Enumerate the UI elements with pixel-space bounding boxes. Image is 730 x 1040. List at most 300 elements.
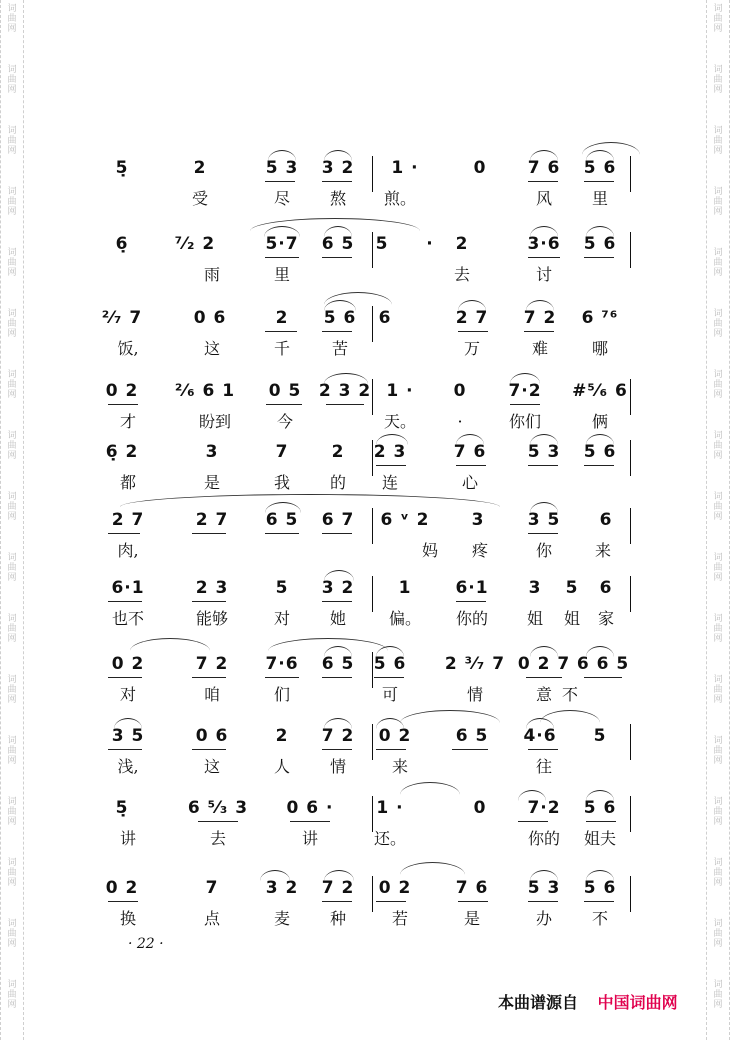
note-group: 1 ·: [376, 798, 404, 818]
beam-underline: [524, 331, 554, 332]
note-group: 7: [275, 442, 289, 462]
lyric-row: [100, 608, 645, 632]
slur-arc: [530, 226, 558, 237]
beam-underline: [192, 677, 226, 678]
note-group: 1 ·: [386, 381, 414, 401]
lyric-word: 姐夫: [583, 829, 617, 848]
watermark-text: 词曲网: [713, 248, 723, 278]
note-group: 0 2: [111, 654, 145, 674]
note-group: 7 2: [321, 878, 355, 898]
slur-arc: [526, 300, 554, 311]
watermark-text: 词曲网: [713, 126, 723, 156]
lyric-word: 这: [203, 757, 221, 776]
lyric-word: 不: [561, 685, 579, 704]
watermark-text: 词曲网: [713, 919, 723, 949]
lyric-word: 若: [391, 909, 409, 928]
lyric-word: 偏。: [388, 609, 422, 628]
note-group: 0 6: [195, 726, 229, 746]
lyric-word: 人: [273, 757, 291, 776]
lyric-word: 受: [191, 189, 209, 208]
beam-underline: [108, 677, 142, 678]
barline: [630, 232, 631, 268]
lyric-row: [100, 264, 645, 288]
lyric-word: 难: [531, 339, 549, 358]
beam-underline: [290, 821, 330, 822]
slur-arc: [530, 502, 558, 513]
note-group: 6 6 5: [576, 654, 630, 674]
note-group: 2: [193, 158, 207, 178]
beam-underline: [584, 181, 614, 182]
lyric-word: 才: [119, 412, 137, 431]
lyric-row: [100, 684, 645, 708]
beam-underline: [452, 749, 488, 750]
note-group: 0 2 7: [517, 654, 571, 674]
lyric-row: [100, 188, 645, 212]
note-group: 5: [565, 578, 579, 598]
note-group: 6: [599, 578, 613, 598]
source-footer: [498, 990, 678, 1013]
beam-underline: [510, 404, 540, 405]
note-group: 2: [275, 308, 289, 328]
note-group: 7 6: [455, 878, 489, 898]
watermark-text: 词曲网: [713, 431, 723, 461]
note-group: 6 5: [321, 234, 355, 254]
barline: [630, 724, 631, 760]
note-group: 0 5: [268, 381, 302, 401]
beam-underline: [528, 465, 558, 466]
lyric-word: ·: [457, 412, 463, 431]
note-group: 3: [205, 442, 219, 462]
lyric-word: 肉,: [117, 541, 139, 560]
lyric-word: 心: [461, 473, 479, 492]
slur-arc: [586, 226, 614, 237]
note-group: 5 3: [527, 442, 561, 462]
beam-underline: [456, 601, 486, 602]
lyric-word: 你们: [508, 412, 542, 431]
watermark-text: 词曲网: [713, 4, 723, 34]
barline: [372, 576, 373, 612]
note-row: [100, 796, 645, 826]
slur-arc: [324, 718, 352, 729]
beam-underline: [322, 331, 352, 332]
beam-underline: [374, 677, 404, 678]
watermark-text: 词曲网: [713, 65, 723, 95]
note-group: 2: [275, 726, 289, 746]
lyric-word: 讲: [119, 829, 137, 848]
lyric-word: 家: [597, 609, 615, 628]
note-group: 2 7: [195, 510, 229, 530]
note-group: 2 7: [455, 308, 489, 328]
slur-arc: [458, 300, 486, 311]
beam-underline: [265, 181, 295, 182]
lyric-word: 对: [119, 685, 137, 704]
note-group: 2 3: [373, 442, 407, 462]
beam-underline: [322, 257, 352, 258]
beam-underline: [376, 749, 406, 750]
beam-underline: [376, 901, 406, 902]
note-group: 6 7: [321, 510, 355, 530]
watermark-text: 词曲网: [713, 675, 723, 705]
score-system: [100, 504, 645, 579]
lyric-word: 她: [329, 609, 347, 628]
beam-underline: [518, 821, 548, 822]
note-group: 5 6: [583, 878, 617, 898]
barline: [630, 156, 631, 192]
lyric-word: 意: [535, 685, 553, 704]
beam-underline: [265, 677, 299, 678]
barline: [630, 440, 631, 476]
watermark-text: 词曲网: [7, 797, 17, 827]
lyric-word: 对: [273, 609, 291, 628]
beam-underline: [584, 901, 614, 902]
beam-underline: [108, 749, 142, 750]
watermark-text: 词曲网: [7, 858, 17, 888]
note-row: [100, 156, 645, 186]
lyric-word: 你的: [527, 829, 561, 848]
lyric-row: [100, 411, 645, 435]
slur-arc: [376, 718, 404, 729]
slur-arc: [114, 718, 142, 729]
beam-underline: [108, 901, 138, 902]
lyric-word: 饭,: [117, 339, 139, 358]
score-system: [100, 572, 645, 647]
lyric-word: 千: [273, 339, 291, 358]
beam-underline: [586, 821, 616, 822]
slur-arc: [530, 150, 558, 161]
slur-arc: [376, 434, 408, 445]
note-group: 0 2: [105, 381, 139, 401]
lyric-word: 来: [594, 541, 612, 560]
watermark-text: 词曲网: [7, 431, 17, 461]
barline: [372, 796, 373, 832]
page-number: · 22 ·: [128, 936, 164, 952]
note-group: 2 ³⁄₇ 7: [444, 654, 506, 674]
note-group: 0 2: [378, 878, 412, 898]
slur-arc: [530, 646, 558, 657]
site-name-link[interactable]: 中国词曲网: [597, 993, 678, 1012]
lyric-word: 连: [381, 473, 399, 492]
watermark-text: 词曲网: [713, 797, 723, 827]
lyric-word: 的: [329, 473, 347, 492]
note-group: 6 ⁷⁶: [581, 308, 619, 328]
lyric-word: 苦: [331, 339, 349, 358]
beam-underline: [322, 749, 352, 750]
source-label: 本曲谱源自: [498, 993, 579, 1012]
lyric-row: [100, 338, 645, 362]
beam-underline: [322, 901, 352, 902]
watermark-text: 词曲网: [713, 736, 723, 766]
watermark-text: 词曲网: [7, 980, 17, 1010]
lyric-word: 里: [273, 265, 291, 284]
beam-underline: [192, 533, 226, 534]
note-group: 7 6: [453, 442, 487, 462]
note-group: 2: [331, 442, 345, 462]
note-group: 6̣: [115, 234, 129, 254]
beam-underline: [322, 677, 352, 678]
note-group: 3: [471, 510, 485, 530]
barline: [372, 876, 373, 912]
lyric-word: 浅,: [117, 757, 139, 776]
lyric-word: 熬: [329, 189, 347, 208]
note-group: 2 3 2: [318, 381, 372, 401]
note-group: 2 3: [195, 578, 229, 598]
barline: [372, 379, 373, 415]
slur-arc: [586, 870, 614, 881]
note-group: 5·7: [265, 234, 299, 254]
barline: [372, 724, 373, 760]
beam-underline: [584, 465, 614, 466]
note-group: 2 7: [111, 510, 145, 530]
note-group: 6 5: [321, 654, 355, 674]
slur-arc: [586, 434, 614, 445]
lyric-word: 俩: [591, 412, 609, 431]
note-group: 7·2: [508, 381, 542, 401]
watermark-text: 词曲网: [7, 248, 17, 278]
beam-underline: [326, 404, 364, 405]
lyric-word: 我: [273, 473, 291, 492]
watermark-text: 词曲网: [7, 370, 17, 400]
watermark-text: 词曲网: [713, 858, 723, 888]
note-row: [100, 724, 645, 754]
note-group: 6·1: [455, 578, 489, 598]
note-group: 3 2: [321, 578, 355, 598]
phrase-arc: [582, 142, 640, 155]
score-system: [100, 228, 645, 303]
beam-underline: [528, 181, 558, 182]
note-group: 1: [398, 578, 412, 598]
lyric-word: 姐: [563, 609, 581, 628]
barline: [372, 232, 373, 268]
note-group: 6 ᵛ 2: [380, 510, 430, 530]
note-group: 5 3: [527, 878, 561, 898]
note-group: 0 2: [378, 726, 412, 746]
note-group: 7·2: [527, 798, 561, 818]
beam-underline: [192, 749, 226, 750]
score-system: [100, 152, 645, 227]
note-row: [100, 232, 645, 262]
lyric-word: 种: [329, 909, 347, 928]
lyric-word: 讨: [535, 265, 553, 284]
slur-arc: [268, 150, 296, 161]
watermark-text: 词曲网: [7, 614, 17, 644]
lyric-word: 麦: [273, 909, 291, 928]
lyric-word: 去: [453, 265, 471, 284]
lyric-word: 盼到: [198, 412, 232, 431]
note-group: 5 3: [265, 158, 299, 178]
beam-underline: [458, 331, 488, 332]
note-group: 1 ·: [391, 158, 419, 178]
note-row: [100, 440, 645, 470]
note-group: 3 5: [111, 726, 145, 746]
slur-arc: [324, 870, 354, 881]
lyric-word: 往: [535, 757, 553, 776]
lyric-word: 们: [273, 685, 291, 704]
note-group: 7: [205, 878, 219, 898]
note-group: 3 5: [527, 510, 561, 530]
lyric-word: 来: [391, 757, 409, 776]
note-group: 7·6: [265, 654, 299, 674]
slur-arc: [586, 646, 614, 657]
barline: [372, 306, 373, 342]
note-group: 5̣: [115, 158, 129, 178]
lyric-word: 咱: [203, 685, 221, 704]
beam-underline: [322, 601, 352, 602]
note-group: 5 6: [583, 158, 617, 178]
slur-arc: [260, 870, 290, 881]
beam-underline: [584, 257, 614, 258]
note-group: 6: [378, 308, 392, 328]
lyric-word: 是: [463, 909, 481, 928]
beam-underline: [266, 404, 302, 405]
lyric-word: 办: [535, 909, 553, 928]
slur-arc: [324, 373, 368, 384]
beam-underline: [108, 601, 142, 602]
note-group: 3: [528, 578, 542, 598]
slur-arc: [586, 790, 614, 801]
beam-underline: [528, 533, 558, 534]
beam-underline: [192, 601, 226, 602]
note-group: 0 6 ·: [286, 798, 334, 818]
lyric-word: 情: [329, 757, 347, 776]
beam-underline: [265, 331, 297, 332]
beam-underline: [198, 821, 238, 822]
watermark-text: 词曲网: [713, 980, 723, 1010]
note-row: [100, 652, 645, 682]
lyric-word: 讲: [301, 829, 319, 848]
watermark-text: 词曲网: [7, 736, 17, 766]
watermark-text: 词曲网: [7, 65, 17, 95]
score-system: [100, 720, 645, 795]
lyric-word: 换: [119, 909, 137, 928]
note-group: 3 2: [265, 878, 299, 898]
note-group: 6·1: [111, 578, 145, 598]
lyric-row: [100, 472, 645, 496]
note-group: 4·6: [523, 726, 557, 746]
note-row: [100, 576, 645, 606]
lyric-word: 去: [209, 829, 227, 848]
barline: [372, 652, 373, 688]
barline: [630, 508, 631, 544]
barline: [372, 508, 373, 544]
note-group: ²⁄₇ 7: [101, 308, 143, 328]
note-group: 6 5: [455, 726, 489, 746]
watermark-text: 词曲网: [713, 553, 723, 583]
lyric-word: 风: [535, 189, 553, 208]
watermark-text: 词曲网: [7, 919, 17, 949]
watermark-text: 词曲网: [713, 614, 723, 644]
watermark-text: 词曲网: [713, 492, 723, 522]
beam-underline: [322, 533, 352, 534]
slur-arc: [518, 790, 546, 801]
beam-underline: [265, 533, 299, 534]
lyric-word: 万: [463, 339, 481, 358]
note-group: 5: [593, 726, 607, 746]
barline: [630, 576, 631, 612]
note-row: [100, 306, 645, 336]
lyric-row: [100, 540, 645, 564]
note-group: ⁷⁄₂ 2: [174, 234, 216, 254]
note-group: 5 6: [373, 654, 407, 674]
lyric-word: 你: [535, 541, 553, 560]
lyric-word: 你的: [455, 609, 489, 628]
watermark-text: 词曲网: [7, 4, 17, 34]
watermark-text: 词曲网: [713, 370, 723, 400]
watermark-text: 词曲网: [7, 553, 17, 583]
note-group: 6 ⁵⁄₃ 3: [187, 798, 249, 818]
lyric-word: 煎。: [383, 189, 417, 208]
lyric-word: 妈: [421, 541, 439, 560]
score-system: [100, 792, 645, 867]
beam-underline: [108, 404, 138, 405]
lyric-word: 疼: [471, 541, 489, 560]
beam-underline: [265, 257, 299, 258]
lyric-word: 也不: [111, 609, 145, 628]
lyric-word: 这: [203, 339, 221, 358]
watermark-text: 词曲网: [7, 675, 17, 705]
beam-underline: [322, 181, 352, 182]
watermark-text: 词曲网: [7, 187, 17, 217]
lyric-word: 可: [381, 685, 399, 704]
note-group: 7 6: [527, 158, 561, 178]
note-group: ²⁄₆ 6 1: [174, 381, 236, 401]
note-group: 5 6: [583, 798, 617, 818]
barline: [372, 156, 373, 192]
watermark-text: 词曲网: [713, 187, 723, 217]
note-group: 6: [599, 510, 613, 530]
note-group: 5: [375, 234, 389, 254]
note-group: 5 6: [583, 442, 617, 462]
slur-arc: [324, 570, 354, 581]
note-group: #⁵⁄₆ 6: [572, 381, 628, 401]
note-group: 7 2: [321, 726, 355, 746]
note-group: 3 2: [321, 158, 355, 178]
slur-arc: [510, 373, 540, 384]
beam-underline: [376, 465, 406, 466]
note-group: 6̣ 2: [105, 442, 139, 462]
lyric-row: [100, 908, 645, 932]
note-group: 0 2: [105, 878, 139, 898]
watermark-text: 词曲网: [713, 309, 723, 339]
barline: [630, 379, 631, 415]
note-group: 6 5: [265, 510, 299, 530]
lyric-word: 天。: [383, 412, 417, 431]
lyric-word: 姐: [526, 609, 544, 628]
barline: [630, 796, 631, 832]
lyric-word: 是: [203, 473, 221, 492]
lyric-word: 点: [203, 909, 221, 928]
barline: [630, 876, 631, 912]
lyric-word: 能够: [195, 609, 229, 628]
note-group: 3·6: [527, 234, 561, 254]
beam-underline: [456, 465, 486, 466]
watermark-text: 词曲网: [7, 492, 17, 522]
score-system: [100, 872, 645, 947]
note-group: 0: [453, 381, 467, 401]
note-group: 5 6: [583, 234, 617, 254]
note-group: ·: [426, 234, 434, 254]
slur-arc: [324, 150, 352, 161]
lyric-row: [100, 756, 645, 780]
slur-arc: [530, 434, 558, 445]
beam-underline: [528, 749, 558, 750]
note-group: 5 6: [323, 308, 357, 328]
beam-underline: [458, 901, 488, 902]
barline: [372, 440, 373, 476]
lyric-word: 都: [119, 473, 137, 492]
lyric-word: 哪: [591, 339, 609, 358]
lyric-word: 尽: [273, 189, 291, 208]
beam-underline: [584, 677, 622, 678]
